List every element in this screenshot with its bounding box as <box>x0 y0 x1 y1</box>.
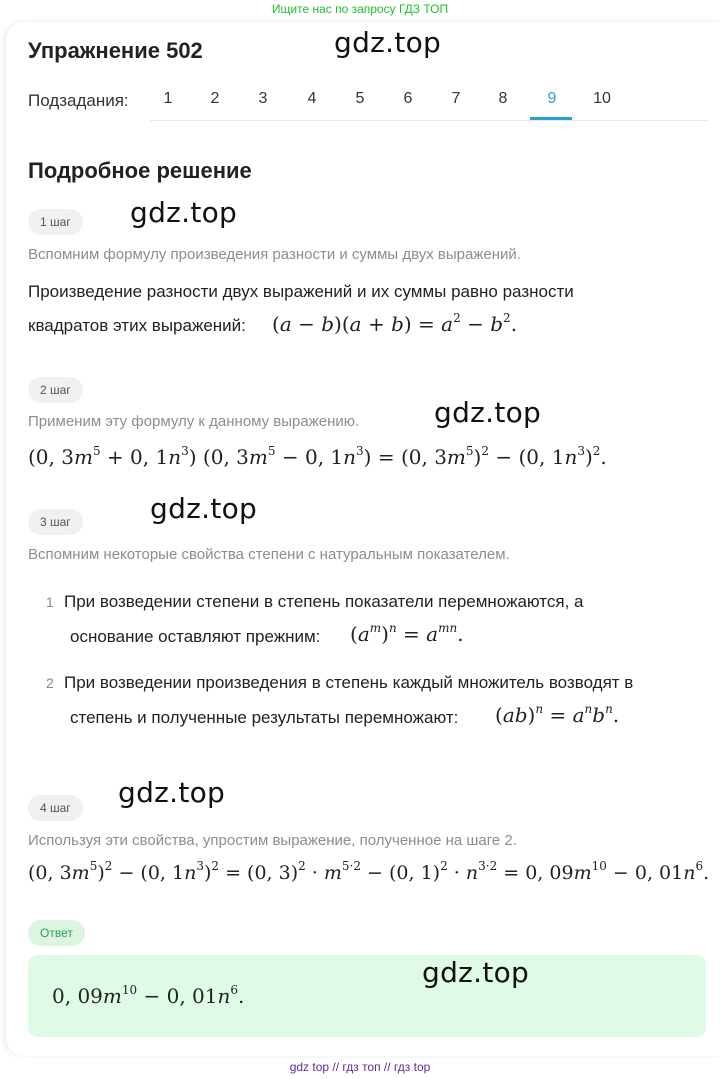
step-1-text-2: квадратов этих выражений: <box>28 316 246 335</box>
watermark: gdz.top <box>150 492 258 525</box>
step-1-label: 1 шаг <box>28 209 83 235</box>
solution-heading: Подробное решение <box>28 158 252 183</box>
formula-difference-of-squares: $(a - b)(a + b) = a^2 - b^2$. <box>272 311 518 336</box>
top-banner[interactable]: Ищите нас по запросу ГДЗ ТОП <box>271 2 449 16</box>
step-2-label: 2 шаг <box>28 377 83 403</box>
subtasks-label: Подзадания: <box>28 91 129 110</box>
list-item-text: При возведении произведения в степень каждый множитель возводят в <box>64 673 634 692</box>
list-item-text-2: основание оставляют прежним: <box>70 627 321 646</box>
subtask-tab-5[interactable]: 5 <box>355 90 365 107</box>
formula-simplification: (0, $3m^5)^2 - (0$, $1n^3)^2 = (0$, $3)^2 \cdot m^{5\cdot 2} - (0$, $1)^2 \cdot n^{3\cdot 2} = 0$, $09m^{10} - 0$, $01n^6$. <box>28 859 710 884</box>
subtask-tab-10[interactable]: 10 <box>593 90 611 107</box>
watermark: gdz.top <box>130 196 238 229</box>
list-item-number: 2 <box>46 675 54 691</box>
list-item-number: 1 <box>46 594 54 610</box>
active-tab-underline <box>530 117 572 120</box>
footer-links[interactable]: gdz top // гдз топ // гдз top <box>289 1060 431 1074</box>
answer-formula: 0, $09m^{10} - 0$, $01n^6$. <box>52 983 245 1008</box>
list-item-text-2: степень и полученные результаты перемножают: <box>70 708 459 727</box>
subtask-tab-9-active[interactable]: 9 <box>547 90 557 107</box>
formula-applied: (0, $3m^5 + 0$, $1n^3$) (0, $3m^5 - 0$, $1n^3) = (0$, $3m^5)^2 - (0$, $1n^3)^2$. <box>28 444 607 469</box>
watermark: gdz.top <box>334 26 442 59</box>
subtask-tab-6[interactable]: 6 <box>403 90 413 107</box>
subtask-tab-1[interactable]: 1 <box>163 90 173 107</box>
step-1-hint: Вспомним формулу произведения разности и суммы двух выражений. <box>28 246 521 263</box>
subtask-tab-2[interactable]: 2 <box>210 90 220 107</box>
step-4-label: 4 шаг <box>28 795 83 821</box>
watermark: gdz.top <box>434 396 542 429</box>
watermark: gdz.top <box>118 776 226 809</box>
formula-power-of-product: $(ab)^n = a^nb^n$. <box>495 702 620 727</box>
formula-power-of-power: $(a^m)^n = a^{mn}$. <box>350 621 464 646</box>
subtask-tab-4[interactable]: 4 <box>307 90 317 107</box>
step-3-label: 3 шаг <box>28 509 83 535</box>
step-1-text: Произведение разности двух выражений и их суммы равно разности <box>28 282 574 301</box>
subtasks-tabs <box>150 80 708 121</box>
step-2-hint: Применим эту формулу к данному выражению. <box>28 413 360 430</box>
step-3-hint: Вспомним некоторые свойства степени с натуральным показателем. <box>28 546 510 563</box>
subtask-tab-3[interactable]: 3 <box>258 90 268 107</box>
list-item-text: При возведении степени в степень показатели перемножаются, а <box>64 592 584 611</box>
answer-label: Ответ <box>28 920 85 946</box>
subtask-tab-8[interactable]: 8 <box>498 90 508 107</box>
page-title: Упражнение 502 <box>28 38 203 63</box>
watermark: gdz.top <box>422 956 530 989</box>
step-4-hint: Используя эти свойства, упростим выражение, полученное на шаге 2. <box>28 832 517 849</box>
subtask-tab-7[interactable]: 7 <box>451 90 461 107</box>
